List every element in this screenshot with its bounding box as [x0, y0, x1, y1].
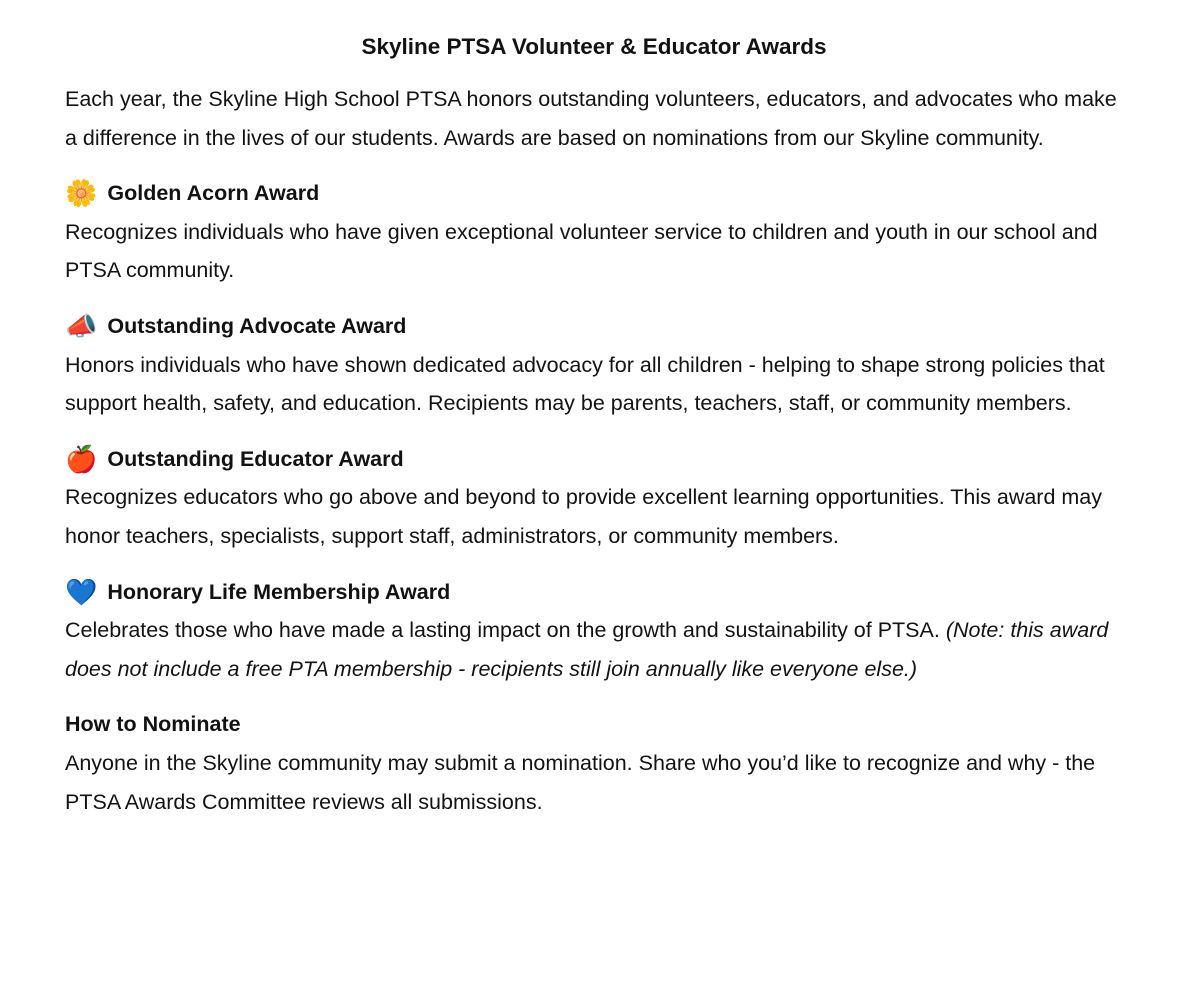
section-title: Honorary Life Membership Award — [107, 579, 451, 604]
section-outstanding-educator-award — [65, 440, 1123, 556]
section-how-to-nominate — [65, 705, 1123, 821]
blue-heart-icon: 💙 — [65, 576, 98, 607]
section-heading — [65, 705, 1123, 744]
section-body: Recognizes educators who go above and beyond to provide excellent learning opportunities. This award may honor teachers, specialists, support staff, administrators, or community members. — [65, 485, 1103, 548]
section-golden-acorn-award — [65, 174, 1123, 290]
section-body-text: Celebrates those who have made a lasting impact on the growth and sustainability of PTSA. — [65, 618, 940, 643]
blossom-icon: 🌼 — [65, 178, 98, 209]
section-body: Anyone in the Skyline community may submit a nomination. Share who you’d like to recognize and why - the PTSA Awards Committee reviews all submissions. — [65, 750, 1096, 814]
section-heading — [65, 307, 1123, 346]
red-apple-icon: 🍎 — [65, 444, 98, 475]
section-note: (Note: this award does not include a free PTA membership - recipients still join annually like everyone else.) — [65, 618, 1109, 681]
section-title: How to Nominate — [65, 712, 241, 737]
section-body: Recognizes individuals who have given exceptional volunteer service to children and youth in our school and PTSA community. — [65, 219, 1098, 283]
section-heading — [65, 573, 1123, 612]
section-body: Honors individuals who have shown dedicated advocacy for all children - helping to shape strong policies that support health, safety, and education. Recipients may be parents, teachers, staff, or community members. — [65, 352, 1105, 416]
section-title: Outstanding Advocate Award — [107, 313, 407, 338]
section-outstanding-advocate-award — [65, 307, 1123, 423]
megaphone-icon: 📣 — [65, 311, 98, 342]
section-title: Golden Acorn Award — [107, 181, 320, 206]
section-title: Outstanding Educator Award — [107, 446, 404, 471]
section-heading — [65, 440, 1123, 479]
section-honorary-life-membership-award — [65, 573, 1123, 689]
section-heading — [65, 174, 1123, 213]
section-body — [65, 611, 1117, 688]
intro-paragraph: Each year, the Skyline High School PTSA honors outstanding volunteers, educators, and advocates who make a difference in the lives of our students. Awards are based on nominations from our Skyline community. — [65, 87, 1117, 150]
page-title: Skyline PTSA Volunteer & Educator Awards — [361, 34, 827, 59]
